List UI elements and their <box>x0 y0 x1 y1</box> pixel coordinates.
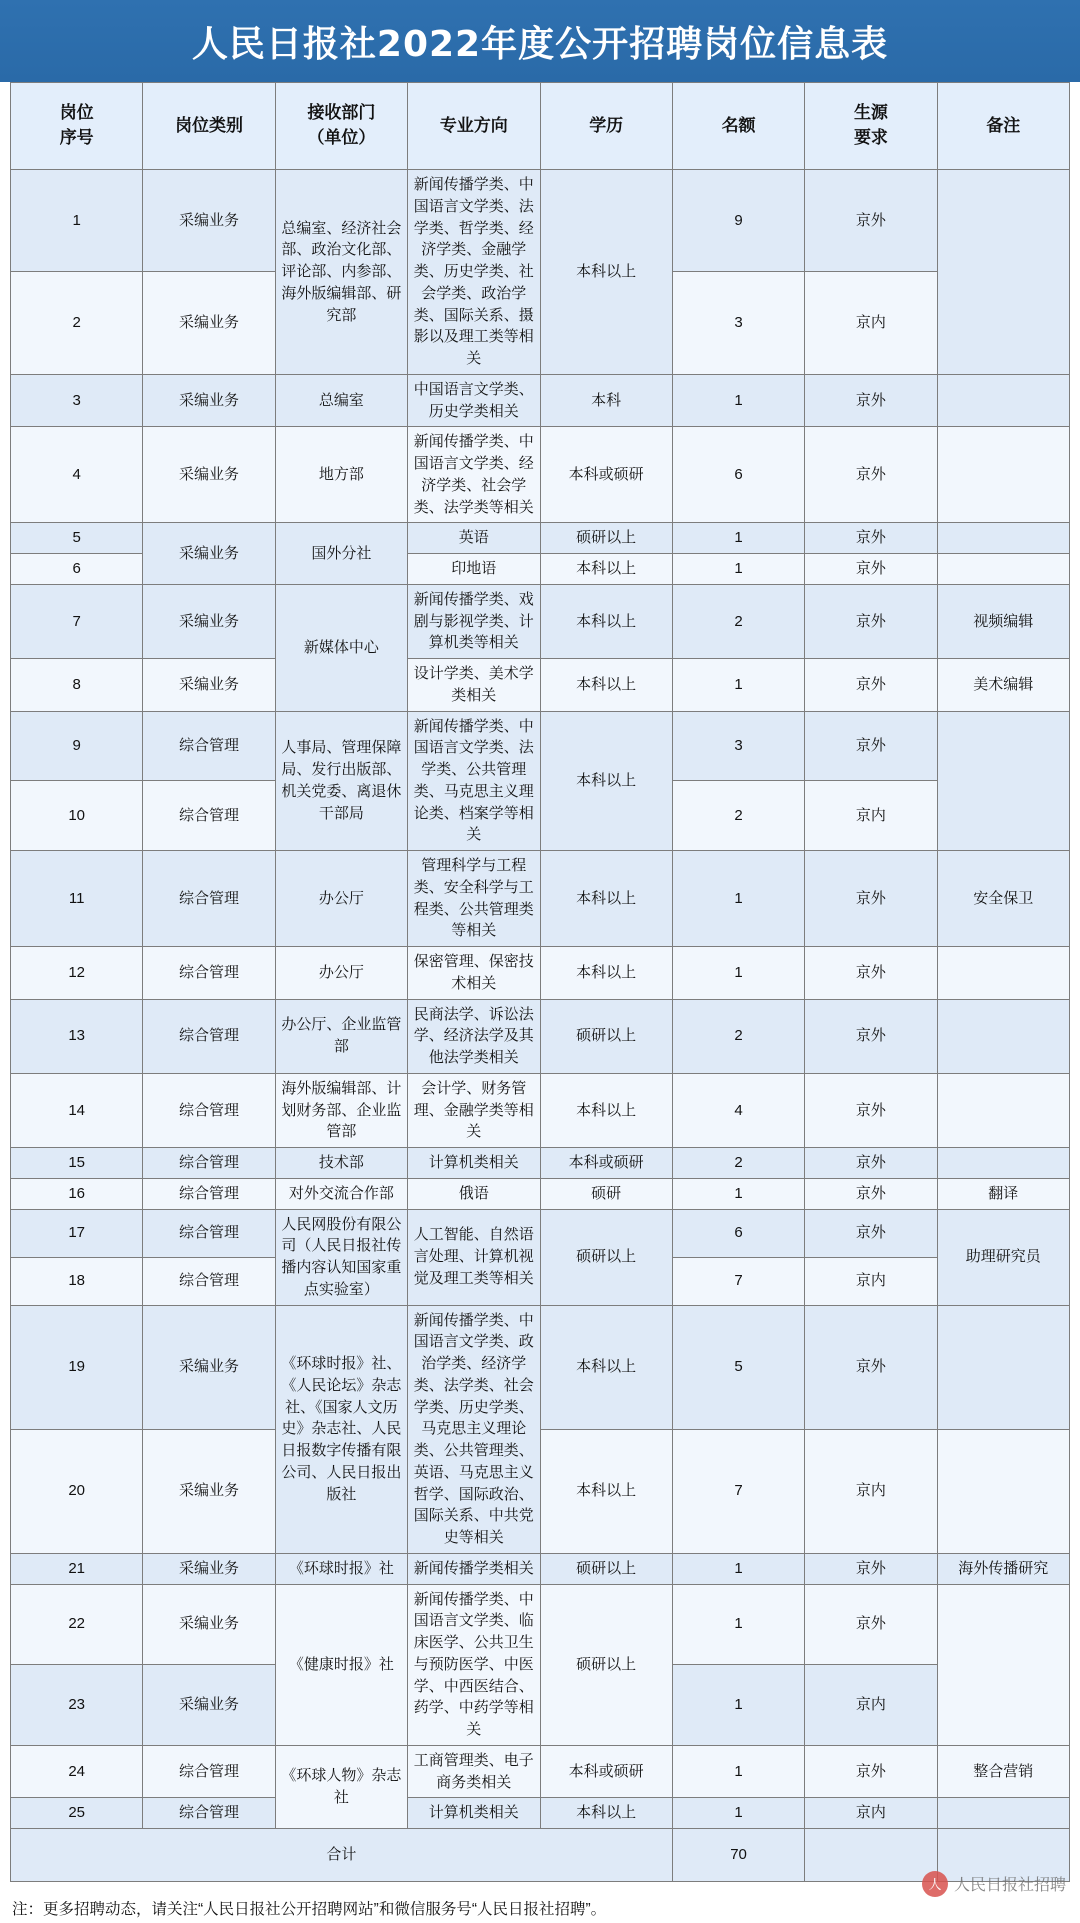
cell-department: 人民网股份有限公司（人民日报社传播内容认知国家重点实验室） <box>275 1209 407 1305</box>
page-title: 人民日报社2022年度公开招聘岗位信息表 <box>191 23 889 65</box>
cell-category: 综合管理 <box>143 1209 275 1257</box>
column-header-major: 专业方向 <box>408 83 540 170</box>
cell-quota: 1 <box>672 947 804 1000</box>
column-header-index-line1: 岗位 <box>59 103 94 123</box>
cell-quota: 4 <box>672 1073 804 1147</box>
cell-category: 综合管理 <box>143 1073 275 1147</box>
cell-department: 对外交流合作部 <box>275 1178 407 1209</box>
table-total-row <box>11 1829 1070 1882</box>
cell-source: 京外 <box>805 170 937 272</box>
cell-major: 新闻传播学类相关 <box>408 1553 540 1584</box>
wechat-account-name: 人民日报社招聘 <box>953 1877 1066 1895</box>
cell-index: 13 <box>11 999 143 1073</box>
cell-source: 京外 <box>805 1584 937 1665</box>
cell-education: 硕研以上 <box>540 1209 672 1305</box>
cell-department: 地方部 <box>275 427 407 523</box>
cell-department: 总编室 <box>275 374 407 427</box>
cell-note <box>937 947 1069 1000</box>
cell-note: 安全保卫 <box>937 851 1069 947</box>
table-row <box>11 1553 1070 1584</box>
cell-education: 硕研以上 <box>540 523 672 554</box>
cell-source: 京外 <box>805 1553 937 1584</box>
cell-note <box>937 1798 1069 1829</box>
cell-education: 本科或硕研 <box>540 1745 672 1798</box>
cell-category: 综合管理 <box>143 1178 275 1209</box>
total-value: 70 <box>672 1829 804 1882</box>
cell-category: 综合管理 <box>143 999 275 1073</box>
cell-category: 采编业务 <box>143 659 275 712</box>
cell-source: 京内 <box>805 1429 937 1553</box>
table-row <box>11 1073 1070 1147</box>
footnote: 注：更多招聘动态，请关注“人民日报社公开招聘网站”和微信服务号“人民日报社招聘”。 <box>12 1901 607 1918</box>
cell-category: 综合管理 <box>143 851 275 947</box>
cell-quota: 1 <box>672 1178 804 1209</box>
cell-index: 8 <box>11 659 143 712</box>
cell-category: 采编业务 <box>143 427 275 523</box>
total-source-empty <box>805 1829 937 1882</box>
cell-source: 京外 <box>805 999 937 1073</box>
cell-quota: 1 <box>672 1584 804 1665</box>
cell-major: 新闻传播学类、中国语言文学类、政治学类、经济学类、法学类、社会学类、历史学类、马克思主义理论类、公共管理类、英语、马克思主义哲学、国际政治、国际关系、中共党史等相关 <box>408 1305 540 1553</box>
cell-note <box>937 374 1069 427</box>
cell-note: 视频编辑 <box>937 584 1069 658</box>
cell-category: 综合管理 <box>143 1257 275 1305</box>
cell-major: 印地语 <box>408 554 540 585</box>
cell-department: 技术部 <box>275 1148 407 1179</box>
cell-source: 京外 <box>805 947 937 1000</box>
cell-education: 硕研 <box>540 1178 672 1209</box>
cell-major: 工商管理类、电子商务类相关 <box>408 1745 540 1798</box>
cell-education: 本科以上 <box>540 584 672 658</box>
cell-quota: 2 <box>672 781 804 851</box>
cell-major: 人工智能、自然语言处理、计算机视觉及理工类等相关 <box>408 1209 540 1305</box>
cell-index: 22 <box>11 1584 143 1665</box>
cell-education: 本科以上 <box>540 1798 672 1829</box>
cell-major: 设计学类、美术学类相关 <box>408 659 540 712</box>
wechat-logo-icon: 人 <box>922 1871 948 1897</box>
total-label: 合计 <box>11 1829 673 1882</box>
table-row <box>11 1429 1070 1553</box>
cell-index: 4 <box>11 427 143 523</box>
table-row <box>11 1798 1070 1829</box>
cell-education: 本科以上 <box>540 659 672 712</box>
cell-note <box>937 999 1069 1073</box>
cell-education: 本科以上 <box>540 554 672 585</box>
cell-index: 12 <box>11 947 143 1000</box>
cell-index: 20 <box>11 1429 143 1553</box>
cell-category: 综合管理 <box>143 1745 275 1798</box>
cell-quota: 2 <box>672 1148 804 1179</box>
cell-quota: 3 <box>672 711 804 781</box>
cell-index: 21 <box>11 1553 143 1584</box>
cell-category: 采编业务 <box>143 272 275 374</box>
cell-department: 《环球时报》社、《人民论坛》杂志社、《国家人文历史》杂志社、人民日报数字传播有限公司、人民日报出版社 <box>275 1305 407 1553</box>
cell-quota: 1 <box>672 1665 804 1746</box>
cell-index: 11 <box>11 851 143 947</box>
cell-source: 京外 <box>805 427 937 523</box>
cell-quota: 7 <box>672 1257 804 1305</box>
table-row <box>11 1305 1070 1429</box>
cell-quota: 1 <box>672 523 804 554</box>
table-row <box>11 999 1070 1073</box>
table-row <box>11 584 1070 658</box>
cell-source: 京外 <box>805 1209 937 1257</box>
cell-note: 翻译 <box>937 1178 1069 1209</box>
cell-category: 采编业务 <box>143 1584 275 1665</box>
cell-department: 《环球时报》社 <box>275 1553 407 1584</box>
cell-education: 本科以上 <box>540 1305 672 1429</box>
column-header-department-line2: （单位） <box>307 128 376 147</box>
cell-quota: 1 <box>672 1745 804 1798</box>
cell-source: 京外 <box>805 523 937 554</box>
cell-source: 京外 <box>805 374 937 427</box>
cell-major: 民商法学、诉讼法学、经济法学及其他法学类相关 <box>408 999 540 1073</box>
cell-index: 6 <box>11 554 143 585</box>
cell-major: 管理科学与工程类、安全科学与工程类、公共管理类等相关 <box>408 851 540 947</box>
table-row <box>11 1209 1070 1257</box>
cell-category: 综合管理 <box>143 711 275 781</box>
cell-education: 本科以上 <box>540 1073 672 1147</box>
column-header-category: 岗位类别 <box>143 83 275 170</box>
table-header-row <box>11 83 1070 170</box>
column-header-quota: 名额 <box>672 83 804 170</box>
cell-quota: 2 <box>672 584 804 658</box>
cell-department: 办公厅、企业监管部 <box>275 999 407 1073</box>
table-row <box>11 947 1070 1000</box>
cell-major: 中国语言文学类、历史学类相关 <box>408 374 540 427</box>
cell-category: 综合管理 <box>143 947 275 1000</box>
cell-department: 新媒体中心 <box>275 584 407 711</box>
cell-department: 国外分社 <box>275 523 407 585</box>
cell-quota: 6 <box>672 1209 804 1257</box>
cell-note: 助理研究员 <box>937 1209 1069 1305</box>
cell-index: 18 <box>11 1257 143 1305</box>
cell-quota: 1 <box>672 374 804 427</box>
cell-note <box>937 711 1069 851</box>
cell-quota: 1 <box>672 1798 804 1829</box>
cell-index: 16 <box>11 1178 143 1209</box>
cell-quota: 7 <box>672 1429 804 1553</box>
cell-education: 本科或硕研 <box>540 427 672 523</box>
column-header-education: 学历 <box>540 83 672 170</box>
cell-major: 会计学、财务管理、金融学类等相关 <box>408 1073 540 1147</box>
cell-category: 采编业务 <box>143 1429 275 1553</box>
cell-education: 硕研以上 <box>540 1584 672 1745</box>
cell-note: 美术编辑 <box>937 659 1069 712</box>
cell-source: 京外 <box>805 584 937 658</box>
cell-index: 2 <box>11 272 143 374</box>
cell-index: 7 <box>11 584 143 658</box>
cell-major: 英语 <box>408 523 540 554</box>
cell-major: 新闻传播学类、中国语言文学类、法学类、哲学类、经济学类、金融学类、历史学类、社会学类、政治学类、国际关系、摄影以及理工类等相关 <box>408 170 540 375</box>
cell-category: 综合管理 <box>143 781 275 851</box>
cell-major: 新闻传播学类、中国语言文学类、临床医学、公共卫生与预防医学、中医学、中西医结合、药学、中药学等相关 <box>408 1584 540 1745</box>
cell-index: 24 <box>11 1745 143 1798</box>
cell-education: 本科或硕研 <box>540 1148 672 1179</box>
column-header-index-line2: 序号 <box>59 128 94 147</box>
cell-index: 3 <box>11 374 143 427</box>
cell-note <box>937 554 1069 585</box>
cell-category: 综合管理 <box>143 1798 275 1829</box>
cell-index: 14 <box>11 1073 143 1147</box>
cell-quota: 6 <box>672 427 804 523</box>
cell-department: 办公厅 <box>275 947 407 1000</box>
column-header-department-line1: 接收部门 <box>307 103 376 123</box>
cell-education: 本科以上 <box>540 851 672 947</box>
cell-department: 总编室、经济社会部、政治文化部、评论部、内参部、海外版编辑部、研究部 <box>275 170 407 375</box>
column-header-source <box>805 83 937 170</box>
cell-education: 本科以上 <box>540 947 672 1000</box>
table-row <box>11 1745 1070 1798</box>
cell-source: 京内 <box>805 1665 937 1746</box>
table-row <box>11 1148 1070 1179</box>
column-header-source-line2: 要求 <box>853 128 888 147</box>
cell-source: 京外 <box>805 1148 937 1179</box>
cell-index: 19 <box>11 1305 143 1429</box>
cell-source: 京内 <box>805 272 937 374</box>
cell-note <box>937 1429 1069 1553</box>
table-row <box>11 711 1070 781</box>
cell-index: 23 <box>11 1665 143 1746</box>
cell-major: 计算机类相关 <box>408 1148 540 1179</box>
cell-department: 办公厅 <box>275 851 407 947</box>
cell-major: 计算机类相关 <box>408 1798 540 1829</box>
cell-category: 采编业务 <box>143 523 275 585</box>
cell-quota: 2 <box>672 999 804 1073</box>
cell-quota: 1 <box>672 851 804 947</box>
cell-index: 25 <box>11 1798 143 1829</box>
wechat-watermark <box>922 1871 1066 1897</box>
cell-major: 新闻传播学类、中国语言文学类、法学类、公共管理类、马克思主义理论类、档案学等相关 <box>408 711 540 851</box>
cell-source: 京内 <box>805 1257 937 1305</box>
cell-category: 采编业务 <box>143 1553 275 1584</box>
cell-education: 本科 <box>540 374 672 427</box>
table-row <box>11 170 1070 272</box>
cell-note <box>937 1148 1069 1179</box>
cell-education: 本科以上 <box>540 170 672 375</box>
cell-index: 17 <box>11 1209 143 1257</box>
cell-index: 15 <box>11 1148 143 1179</box>
cell-note <box>937 1584 1069 1745</box>
cell-source: 京外 <box>805 1178 937 1209</box>
cell-quota: 3 <box>672 272 804 374</box>
cell-note <box>937 1305 1069 1429</box>
cell-quota: 1 <box>672 659 804 712</box>
cell-education: 本科以上 <box>540 1429 672 1553</box>
cell-index: 10 <box>11 781 143 851</box>
cell-note: 整合营销 <box>937 1745 1069 1798</box>
jobs-table <box>10 82 1070 1882</box>
cell-major: 俄语 <box>408 1178 540 1209</box>
cell-source: 京内 <box>805 1798 937 1829</box>
column-header-source-line1: 生源 <box>853 103 888 123</box>
cell-note <box>937 170 1069 375</box>
cell-source: 京外 <box>805 1305 937 1429</box>
cell-category: 采编业务 <box>143 374 275 427</box>
cell-source: 京外 <box>805 1745 937 1798</box>
cell-source: 京内 <box>805 781 937 851</box>
column-header-index <box>11 83 143 170</box>
cell-note <box>937 1073 1069 1147</box>
cell-major: 保密管理、保密技术相关 <box>408 947 540 1000</box>
table-body <box>11 170 1070 1882</box>
cell-index: 9 <box>11 711 143 781</box>
table-row <box>11 374 1070 427</box>
cell-category: 采编业务 <box>143 1305 275 1429</box>
title-bar <box>0 0 1080 82</box>
cell-index: 1 <box>11 170 143 272</box>
cell-source: 京外 <box>805 711 937 781</box>
cell-source: 京外 <box>805 851 937 947</box>
cell-quota: 5 <box>672 1305 804 1429</box>
cell-department: 海外版编辑部、计划财务部、企业监管部 <box>275 1073 407 1147</box>
cell-index: 5 <box>11 523 143 554</box>
cell-department: 人事局、管理保障局、发行出版部、机关党委、离退休干部局 <box>275 711 407 851</box>
cell-major: 新闻传播学类、戏剧与影视学类、计算机类等相关 <box>408 584 540 658</box>
cell-education: 硕研以上 <box>540 1553 672 1584</box>
cell-education: 硕研以上 <box>540 999 672 1073</box>
table-row <box>11 659 1070 712</box>
cell-source: 京外 <box>805 659 937 712</box>
cell-quota: 9 <box>672 170 804 272</box>
cell-major: 新闻传播学类、中国语言文学类、经济学类、社会学类、法学类等相关 <box>408 427 540 523</box>
cell-education: 本科以上 <box>540 711 672 851</box>
cell-category: 采编业务 <box>143 1665 275 1746</box>
cell-note: 海外传播研究 <box>937 1553 1069 1584</box>
cell-note <box>937 427 1069 523</box>
cell-note <box>937 523 1069 554</box>
cell-quota: 1 <box>672 1553 804 1584</box>
table-row <box>11 851 1070 947</box>
column-header-department <box>275 83 407 170</box>
cell-department: 《健康时报》社 <box>275 1584 407 1745</box>
cell-source: 京外 <box>805 554 937 585</box>
table-row <box>11 523 1070 554</box>
cell-department: 《环球人物》杂志社 <box>275 1745 407 1828</box>
cell-category: 采编业务 <box>143 170 275 272</box>
cell-source: 京外 <box>805 1073 937 1147</box>
table-row <box>11 1584 1070 1665</box>
table-row <box>11 427 1070 523</box>
cell-category: 采编业务 <box>143 584 275 658</box>
cell-quota: 1 <box>672 554 804 585</box>
table-row <box>11 1178 1070 1209</box>
cell-category: 综合管理 <box>143 1148 275 1179</box>
column-header-note: 备注 <box>937 83 1069 170</box>
